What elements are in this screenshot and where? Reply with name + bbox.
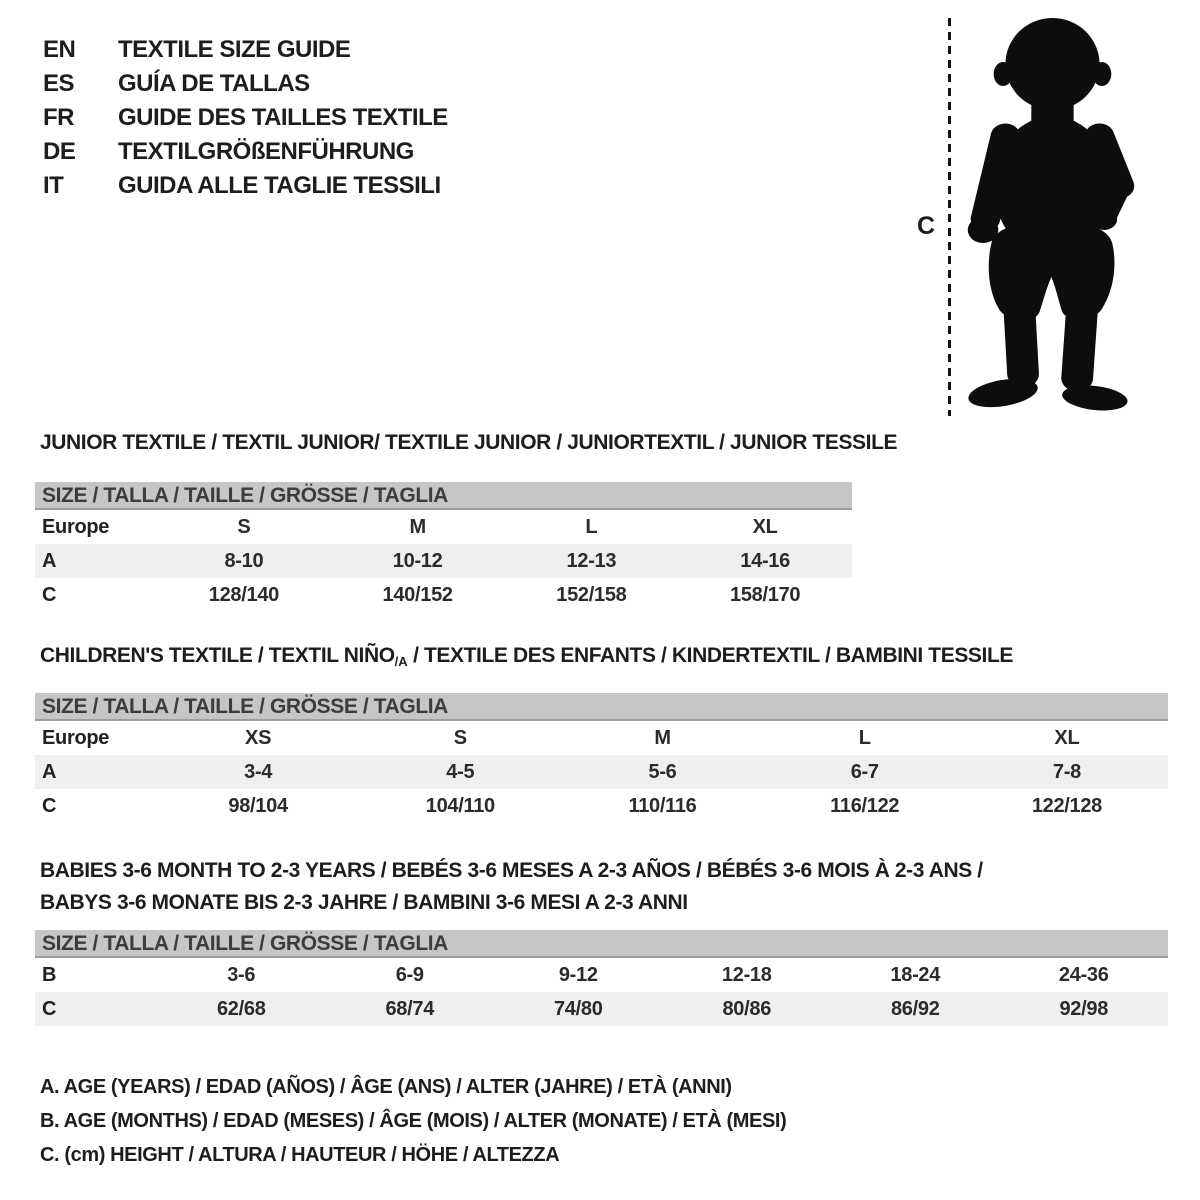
age-cell: 6-7: [850, 760, 879, 783]
row-label: B: [42, 963, 57, 986]
age-cell: 7-8: [1052, 760, 1081, 783]
height-measure-label: C: [917, 212, 935, 240]
children-table: [35, 693, 1168, 823]
height-cell: 74/80: [553, 997, 603, 1020]
children-section: [35, 645, 1168, 823]
height-cell: 128/140: [208, 583, 279, 606]
lang-row-it: [43, 169, 448, 203]
babies-section-title-line2: BABYS 3-6 MONATE BIS 2-3 JAHRE / BAMBINI 3-6 MESI A 2-3 ANNI: [40, 891, 688, 914]
lang-code: DE: [43, 138, 76, 165]
height-cell: 62/68: [216, 997, 266, 1020]
babies-row-months: [35, 958, 1168, 992]
guide-title-de: TEXTILGRÖßENFÜHRUNG: [118, 138, 414, 165]
height-cell: 68/74: [385, 997, 435, 1020]
guide-title-en: TEXTILE SIZE GUIDE: [118, 36, 351, 63]
legend-line-a: A. AGE (YEARS) / EDAD (AÑOS) / ÂGE (ANS) / ALTER (JAHRE) / ETÀ (ANNI): [40, 1076, 732, 1098]
guide-title-es: GUÍA DE TALLAS: [118, 70, 310, 97]
babies-size-header: SIZE / TALLA / TAILLE / GRÖSSE / TAGLIA: [35, 930, 1168, 958]
lang-code: IT: [43, 172, 64, 199]
lang-code: ES: [43, 70, 75, 97]
junior-table: [35, 482, 852, 612]
children-size-header: SIZE / TALLA / TAILLE / GRÖSSE / TAGLIA: [35, 693, 1168, 721]
size-cell: M: [409, 515, 426, 538]
months-cell: 24-36: [1058, 963, 1109, 986]
junior-row-age: [35, 544, 852, 578]
lang-row-en: [43, 33, 448, 67]
height-cell: 140/152: [382, 583, 453, 606]
babies-row-height: [35, 992, 1168, 1026]
babies-section-title-line1: BABIES 3-6 MONTH TO 2-3 YEARS / BEBÉS 3-6 MESES A 2-3 AÑOS / BÉBÉS 3-6 MOIS À 2-3 ANS /: [40, 859, 983, 882]
months-cell: 12-18: [721, 963, 772, 986]
height-cell: 110/116: [628, 794, 697, 817]
junior-section-title: JUNIOR TEXTILE / TEXTIL JUNIOR/ TEXTILE JUNIOR / JUNIORTEXTIL / JUNIOR TESSILE: [40, 431, 898, 454]
height-cell: 104/110: [425, 794, 495, 817]
row-label: Europe: [42, 726, 110, 749]
legend-line-c: C. (cm) HEIGHT / ALTURA / HAUTEUR / HÖHE / ALTEZZA: [40, 1144, 560, 1166]
legend: [40, 1070, 786, 1172]
lang-code: FR: [43, 104, 74, 131]
height-cell: 116/122: [830, 794, 900, 817]
children-title-pre: CHILDREN'S TEXTILE / TEXTIL NIÑO: [40, 644, 395, 667]
language-header: [43, 33, 448, 203]
babies-table: [35, 930, 1168, 1026]
height-cell: 158/170: [730, 583, 801, 606]
height-cell: 98/104: [228, 794, 288, 817]
height-cell: 86/92: [890, 997, 940, 1020]
children-title-post: / TEXTILE DES ENFANTS / KINDERTEXTIL / BAMBINI TESSILE: [407, 644, 1014, 667]
size-cell: M: [654, 726, 671, 749]
junior-row-height: [35, 578, 852, 612]
row-label: A: [42, 549, 57, 572]
row-label: C: [42, 794, 57, 817]
children-row-europe: [35, 721, 1168, 755]
height-cell: 122/128: [1031, 794, 1103, 817]
row-label: Europe: [42, 515, 110, 538]
size-cell: L: [585, 515, 598, 538]
lang-code: EN: [43, 36, 76, 63]
children-title-sub: /A: [394, 654, 408, 669]
lang-row-es: [43, 67, 448, 101]
size-cell: S: [453, 726, 467, 749]
age-cell: 10-12: [392, 549, 443, 572]
babies-section: [35, 855, 1168, 1026]
legend-line-b: B. AGE (MONTHS) / EDAD (MESES) / ÂGE (MOIS) / ALTER (MONATE) / ETÀ (MESI): [40, 1110, 787, 1132]
age-cell: 3-4: [244, 760, 273, 783]
age-cell: 12-13: [566, 549, 617, 572]
row-label: C: [42, 583, 57, 606]
children-row-age: [35, 755, 1168, 789]
junior-size-header: SIZE / TALLA / TAILLE / GRÖSSE / TAGLIA: [35, 482, 852, 510]
months-cell: 6-9: [395, 963, 424, 986]
children-row-height: [35, 789, 1168, 823]
age-cell: 4-5: [446, 760, 475, 783]
size-cell: XL: [752, 515, 778, 538]
junior-section: [35, 431, 898, 612]
height-cell: 92/98: [1059, 997, 1109, 1020]
months-cell: 18-24: [890, 963, 941, 986]
size-cell: XL: [1054, 726, 1080, 749]
row-label: C: [42, 997, 57, 1020]
height-cell: 80/86: [722, 997, 772, 1020]
lang-row-de: [43, 135, 448, 169]
junior-row-europe: [35, 510, 852, 544]
months-cell: 3-6: [227, 963, 256, 986]
row-label: A: [42, 760, 57, 783]
age-cell: 5-6: [648, 760, 677, 783]
children-section-title: [35, 645, 1168, 669]
guide-title-it: GUIDA ALLE TAGLIE TESSILI: [118, 172, 441, 199]
size-cell: L: [858, 726, 871, 749]
guide-title-fr: GUIDE DES TAILLES TEXTILE: [118, 104, 448, 131]
age-cell: 14-16: [740, 549, 790, 572]
height-cell: 152/158: [556, 583, 627, 606]
height-measure-dashed-line: [948, 18, 951, 416]
size-cell: XS: [245, 726, 272, 749]
age-cell: 8-10: [224, 549, 264, 572]
size-cell: S: [237, 515, 251, 538]
months-cell: 9-12: [558, 963, 598, 986]
toddler-silhouette-icon: [956, 16, 1156, 416]
lang-row-fr: [43, 101, 448, 135]
